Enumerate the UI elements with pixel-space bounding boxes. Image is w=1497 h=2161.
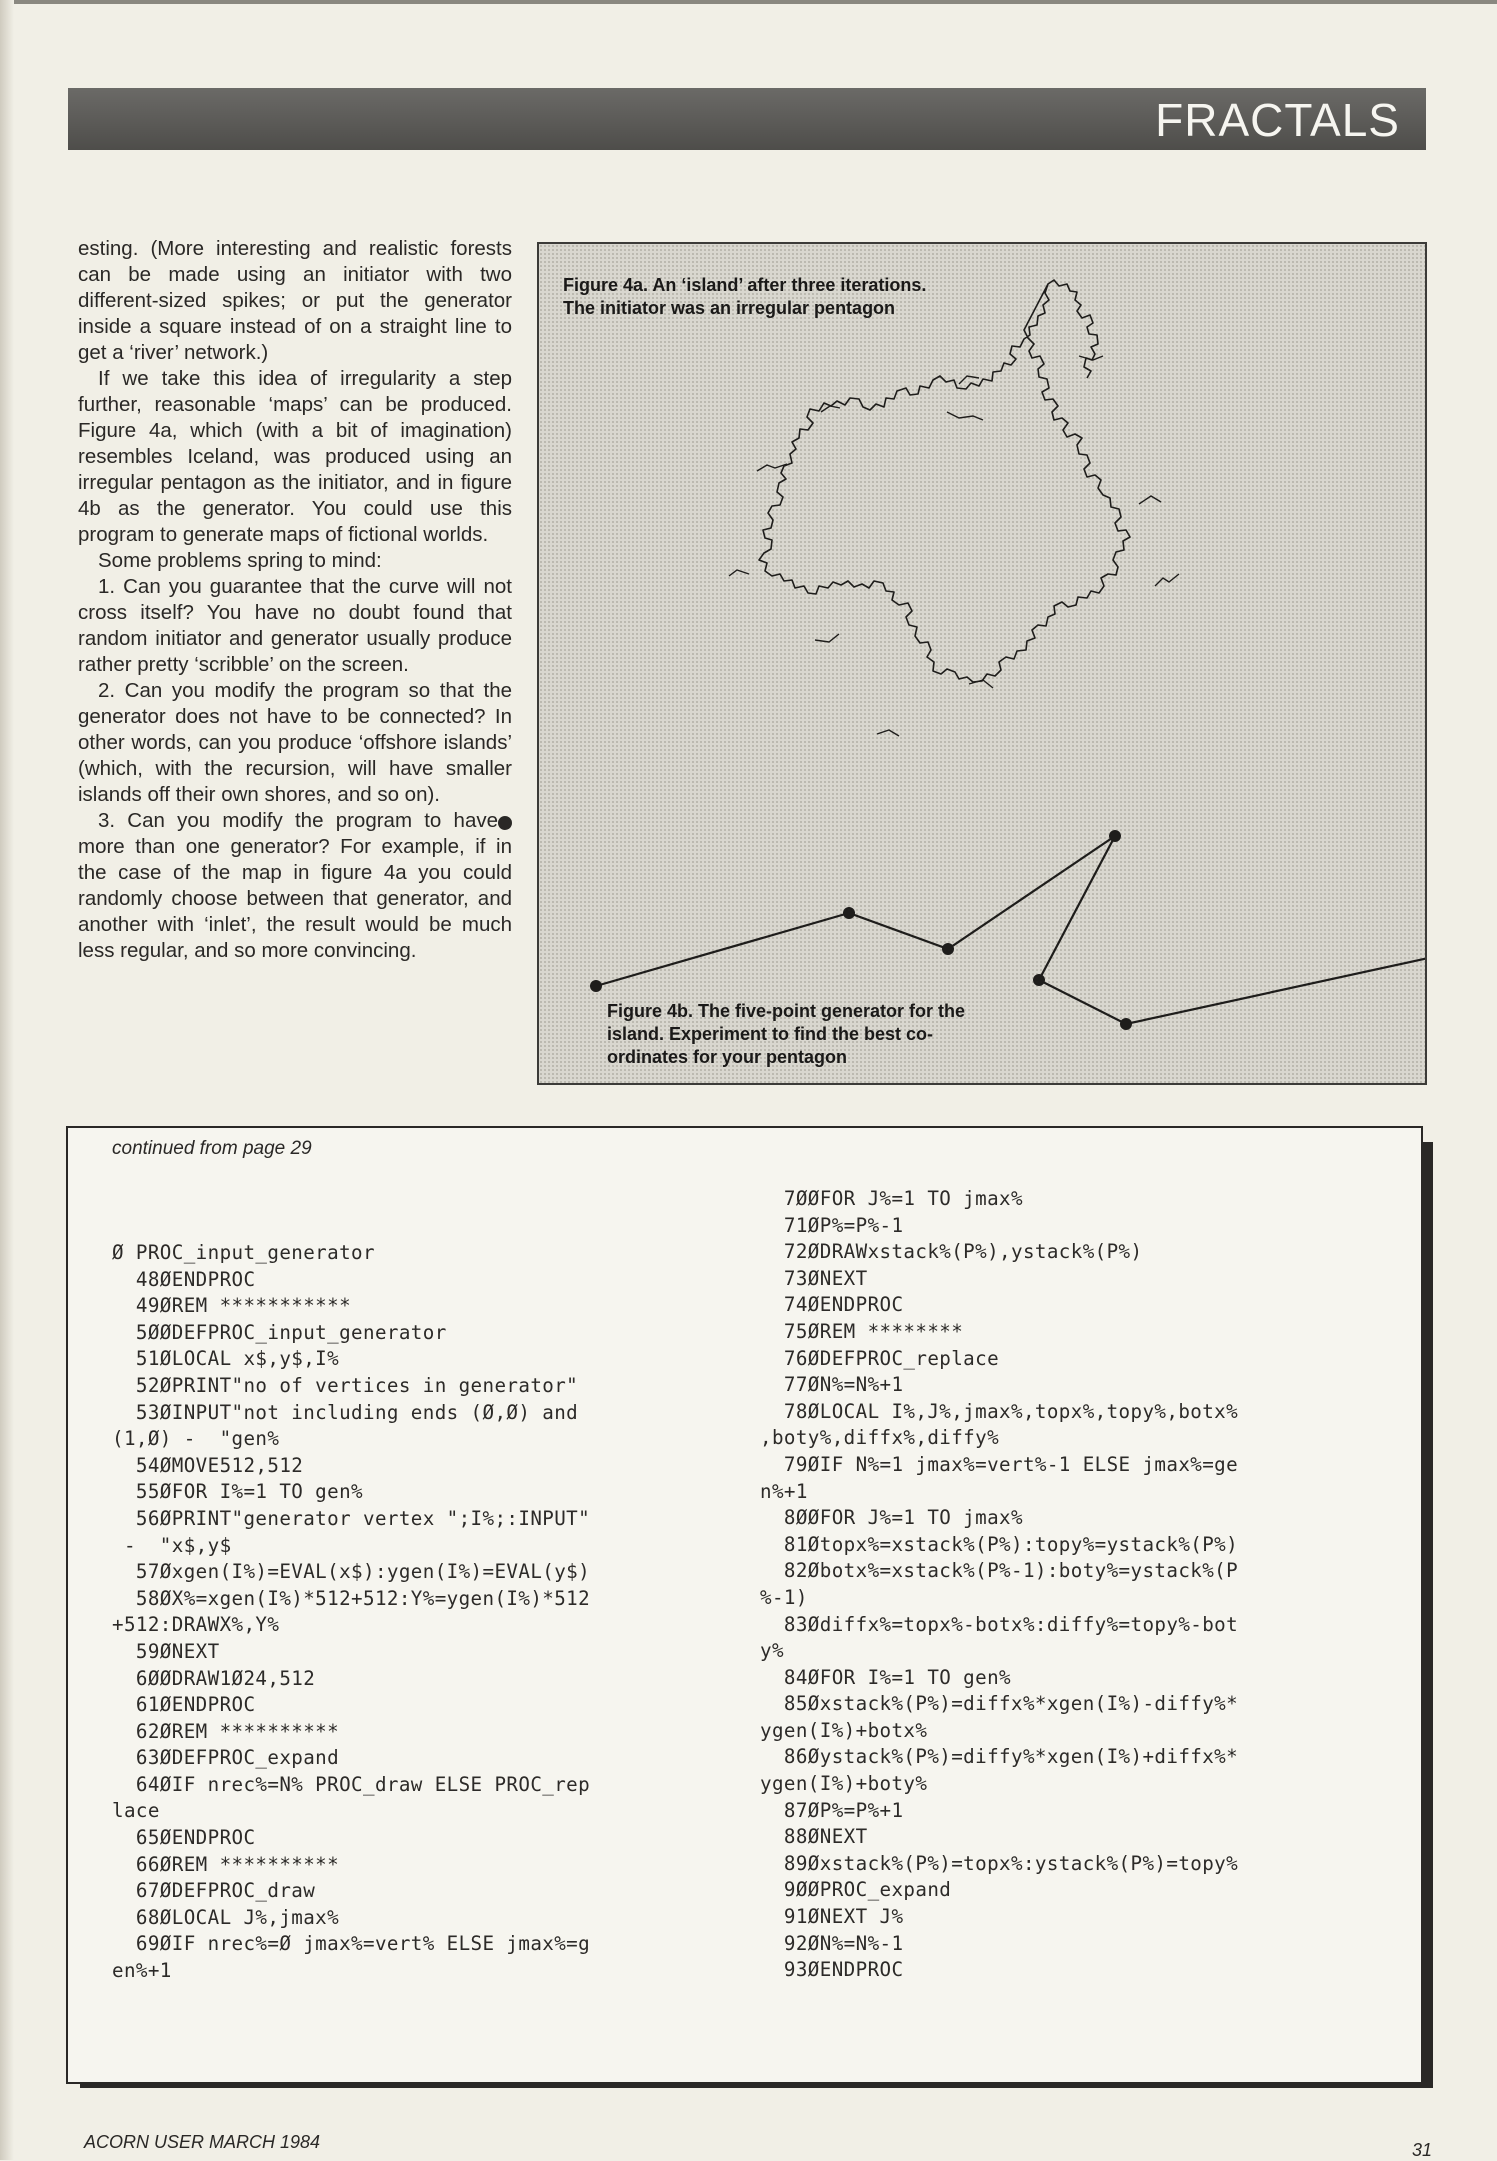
code-line: 84ØFOR I%=1 TO gen% bbox=[760, 1665, 1011, 1689]
article-paragraph bbox=[78, 808, 512, 964]
figure-4-panel bbox=[537, 242, 1427, 1085]
page-top-edge bbox=[0, 0, 1497, 4]
code-line: 88ØNEXT bbox=[760, 1825, 868, 1849]
code-line: 64ØIF nrec%=N% PROC_draw ELSE PROC_rep bbox=[112, 1772, 591, 1796]
code-line: 91ØNEXT J% bbox=[760, 1905, 904, 1929]
code-line: 55ØFOR I%=1 TO gen% bbox=[112, 1480, 363, 1504]
figure-4b-caption bbox=[607, 1000, 965, 1069]
generator-line-right bbox=[1039, 836, 1425, 1024]
code-line: 58ØX%=xgen(I%)*512+512:Y%=ygen(I%)*512 bbox=[112, 1586, 591, 1610]
code-line: 74ØENDPROC bbox=[760, 1293, 904, 1317]
section-title: FRACTALS bbox=[1155, 94, 1400, 146]
code-line: 67ØDEFPROC_draw bbox=[112, 1879, 316, 1903]
code-line: 78ØLOCAL I%,J%,jmax%,topx%,topy%,botx% bbox=[760, 1399, 1239, 1423]
code-line: 93ØENDPROC bbox=[760, 1958, 904, 1982]
footer-page-number: 31 bbox=[1412, 2140, 1433, 2160]
code-line: 59ØNEXT bbox=[112, 1639, 220, 1663]
code-line: 56ØPRINT"generator vertex ";I%;:INPUT" bbox=[112, 1506, 591, 1530]
code-line: 81Øtopx%=xstack%(P%):topy%=ystack%(P%) bbox=[760, 1532, 1239, 1556]
code-line: 5ØØDEFPROC_input_generator bbox=[112, 1320, 447, 1344]
code-line: ygen(I%)+botx% bbox=[760, 1718, 928, 1742]
code-line: 66ØREM ********** bbox=[112, 1852, 340, 1876]
code-line: 8ØØFOR J%=1 TO jmax% bbox=[760, 1506, 1023, 1530]
code-line: ygen(I%)+boty% bbox=[760, 1772, 928, 1796]
end-bullet-icon bbox=[498, 816, 512, 830]
code-line: Ø PROC_input_generator bbox=[112, 1241, 375, 1264]
code-line: 9ØØPROC_expand bbox=[760, 1878, 952, 1902]
code-line: 86Øystack%(P%)=diffy%*xgen(I%)+diffx%* bbox=[760, 1745, 1239, 1769]
caption-line: Figure 4b. The five-point generator for the bbox=[607, 1001, 966, 1021]
generator-point bbox=[942, 943, 954, 955]
code-line: en%+1 bbox=[112, 1959, 172, 1983]
generator-point bbox=[843, 907, 855, 919]
code-line: 68ØLOCAL J%,jmax% bbox=[112, 1905, 340, 1929]
code-line: +512:DRAWX%,Y% bbox=[112, 1613, 280, 1637]
footer-magazine: ACORN USER MARCH 1984 bbox=[84, 2132, 321, 2152]
code-line: - "x$,y$ bbox=[112, 1533, 232, 1557]
code-line: 77ØN%=N%+1 bbox=[760, 1373, 904, 1397]
code-line: 48ØENDPROC bbox=[112, 1267, 256, 1291]
article-paragraph: If we take this idea of irregularity a step further, reasonable ‘maps’ can be produced. Figure 4a, which (with a bit of imagination) resembles Iceland, was produced using an irregular pentagon as the initiator, and in figure 4b as the generator. You could use this program to generate maps of fictional worlds. bbox=[78, 367, 512, 546]
code-line: y% bbox=[760, 1639, 784, 1663]
page-left-edge bbox=[0, 0, 14, 2160]
figure-4-illustration bbox=[539, 244, 1425, 1083]
code-line: 7ØØFOR J%=1 TO jmax% bbox=[760, 1187, 1023, 1210]
caption-line: Figure 4a. An ‘island’ after three iterations. bbox=[563, 275, 927, 295]
continued-note: continued from page 29 bbox=[112, 1138, 312, 1159]
article-paragraph: Some problems spring to mind: bbox=[98, 549, 382, 572]
generator-point bbox=[1120, 1018, 1132, 1030]
code-line: 89Øxstack%(P%)=topx%:ystack%(P%)=topy% bbox=[760, 1851, 1239, 1875]
code-line: 63ØDEFPROC_expand bbox=[112, 1746, 340, 1770]
island-inlets bbox=[729, 356, 1179, 736]
code-line: 52ØPRINT"no of vertices in generator" bbox=[112, 1373, 579, 1397]
caption-line: island. Experiment to find the best co- bbox=[607, 1024, 934, 1044]
article-paragraph-text: 3. Can you modify the program to have more than one generator? For example, if in the case of the map in figure 4a you could randomly choose between that generator, and another with ‘inlet’, the result would be much less regular, and so more convincing. bbox=[78, 809, 512, 962]
code-line: 54ØMOVE512,512 bbox=[112, 1453, 304, 1477]
caption-line: The initiator was an irregular pentagon bbox=[563, 298, 896, 318]
code-line: 87ØP%=P%+1 bbox=[760, 1798, 904, 1822]
article-column bbox=[78, 236, 512, 964]
code-line: 6ØØDRAW1Ø24,512 bbox=[112, 1666, 316, 1690]
code-line: n%+1 bbox=[760, 1479, 808, 1503]
code-line: 53ØINPUT"not including ends (Ø,Ø) and bbox=[112, 1400, 579, 1424]
code-line: 49ØREM *********** bbox=[112, 1294, 352, 1318]
code-line: 57Øxgen(I%)=EVAL(x$):ygen(I%)=EVAL(y$) bbox=[112, 1560, 591, 1584]
listing-right-column bbox=[760, 1186, 1238, 1984]
article-paragraph: esting. (More interesting and realistic forests can be made using an initiator with two different-sized spikes; or put the generator inside a square instead of on a straight line to get a ‘river’ network.) bbox=[78, 237, 512, 364]
caption-line: ordinates for your pentagon bbox=[607, 1047, 848, 1067]
generator-point bbox=[1109, 830, 1121, 842]
code-line: 73ØNEXT bbox=[760, 1266, 868, 1290]
code-line: 69ØIF nrec%=Ø jmax%=vert% ELSE jmax%=g bbox=[112, 1932, 591, 1956]
article-paragraph: 1. Can you guarantee that the curve will not cross itself? You have no doubt found that random initiator and generator usually produce rather pretty ‘scribble’ on the screen. bbox=[78, 575, 512, 676]
figure-4a-caption bbox=[563, 274, 926, 320]
code-line: 83Ødiffx%=topx%-botx%:diffy%=topy%-bot bbox=[760, 1612, 1239, 1636]
code-line: (1,Ø) - "gen% bbox=[112, 1427, 280, 1451]
code-line: 71ØP%=P%-1 bbox=[760, 1213, 904, 1237]
section-header-bar bbox=[68, 88, 1426, 150]
code-line: 92ØN%=N%-1 bbox=[760, 1931, 904, 1955]
island-outline bbox=[759, 280, 1130, 682]
code-line: lace bbox=[112, 1799, 160, 1823]
code-line: 76ØDEFPROC_replace bbox=[760, 1346, 1000, 1370]
listing-shadow-right bbox=[1423, 1142, 1433, 2088]
code-line: ,boty%,diffx%,diffy% bbox=[760, 1426, 1000, 1450]
code-line: 61ØENDPROC bbox=[112, 1693, 256, 1717]
generator-point bbox=[1033, 974, 1045, 986]
generator-line-left bbox=[596, 836, 1115, 986]
code-line: 62ØREM ********** bbox=[112, 1719, 340, 1743]
code-line: 51ØLOCAL x$,y$,I% bbox=[112, 1347, 340, 1371]
code-line: 85Øxstack%(P%)=diffx%*xgen(I%)-diffy%* bbox=[760, 1692, 1239, 1716]
code-line: 72ØDRAWxstack%(P%),ystack%(P%) bbox=[760, 1240, 1143, 1264]
code-line: 79ØIF N%=1 jmax%=vert%-1 ELSE jmax%=ge bbox=[760, 1452, 1239, 1476]
article-paragraph: 2. Can you modify the program so that the generator does not have to be connected? In other words, can you produce ‘offshore islands’ (which, with the recursion, will have smaller islands off their own shores, and so on). bbox=[78, 679, 512, 806]
code-line: 82Øbotx%=xstack%(P%-1):boty%=ystack%(P bbox=[760, 1559, 1239, 1583]
code-line: 75ØREM ******** bbox=[760, 1319, 964, 1343]
listing-left-column bbox=[112, 1240, 590, 1985]
code-line: 65ØENDPROC bbox=[112, 1826, 256, 1850]
code-line: %-1) bbox=[760, 1585, 808, 1609]
generator-point bbox=[590, 980, 602, 992]
